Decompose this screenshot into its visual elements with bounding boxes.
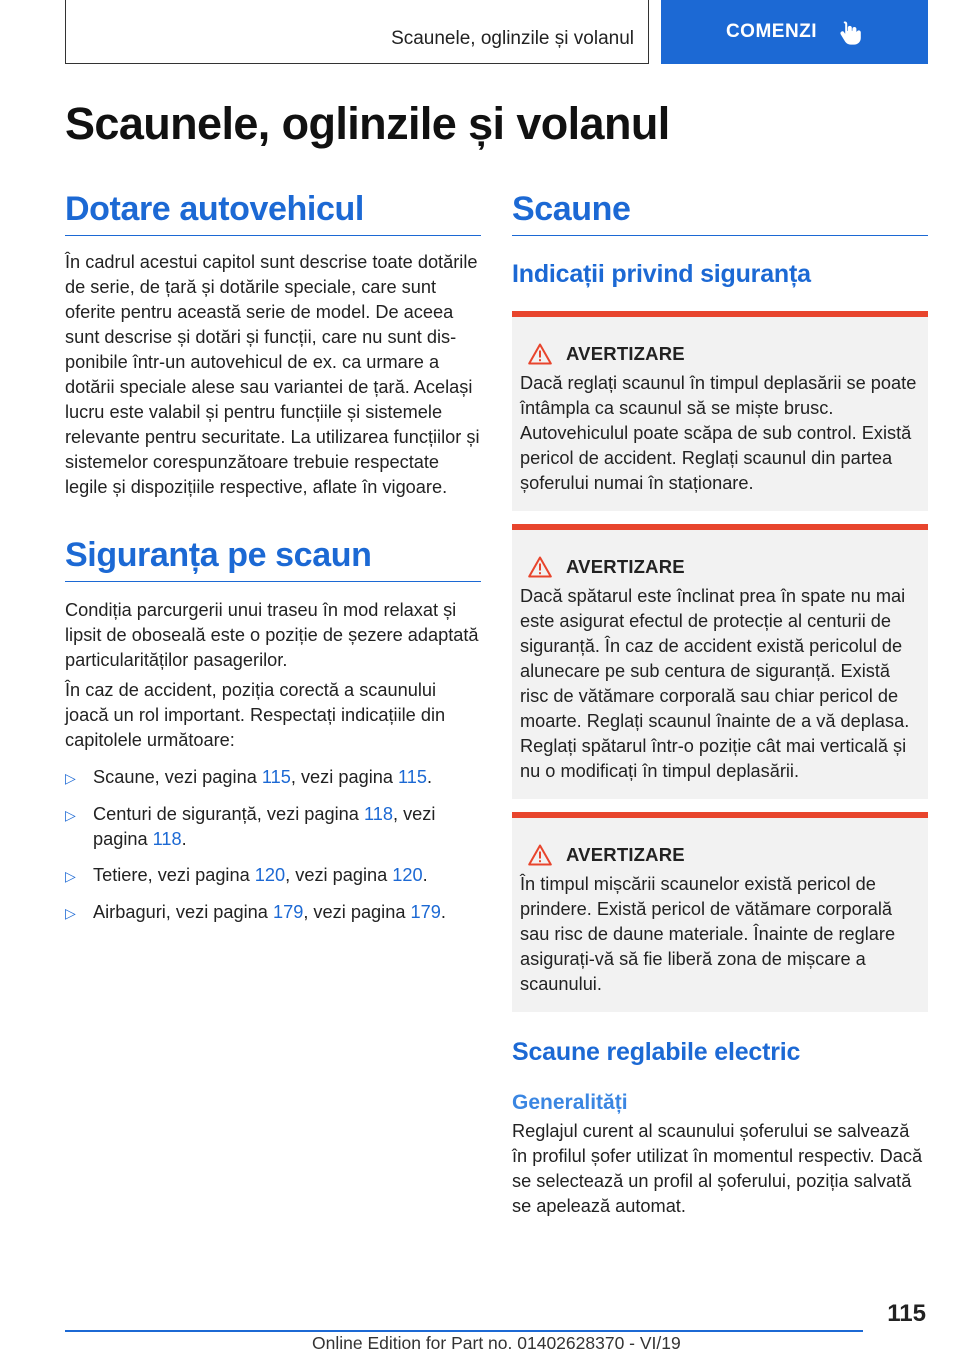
warning-title: AVERTIZARE (566, 343, 685, 364)
warning-text: În timpul mișcării scaunelor există pericol de prindere. Există pericol de vătămare corporală sau risc de daune materiale. Înainte de reglare asigurați-vă să fie liberă zona de mișcare a scaunului. (520, 874, 896, 994)
list-item (65, 863, 481, 889)
dotare-paragraph: În cadrul acestui capitol sunt descrise toate dotările de serie, de țară și dotările speciale, care sunt oferite pentru această serie de model. De aceea sunt descrise și dotări și funcții, care nu sunt disponibile într-un autovehicul de ex. ca urmare a dotării speciale alese sau variantei de țară. Același lucru este valabil și pentru funcțiile și sistemele relevante pentru securitate. La utilizarea funcțiilor și sistemelor corespunzătoare trebuie respectate legile și dispozițiile respective, aflate în vigoare. (65, 252, 480, 497)
warning-box (512, 311, 928, 511)
heading-scaune-reglabile-electric: Scaune reglabile electric (512, 1038, 801, 1066)
footer-edition-text: Online Edition for Part no. 01402628370 - VI/19 (312, 1333, 681, 1353)
triangle-right-icon: ▷ (65, 807, 76, 823)
page-link[interactable]: 118 (152, 829, 182, 849)
chapter-tab-comenzi[interactable] (661, 0, 928, 64)
page-number: 115 (887, 1300, 926, 1327)
list-item-text: Tetiere, vezi pagina 120, vezi pagina 120. (93, 865, 428, 885)
heading-dotare-autovehicul: Dotare autovehicul (65, 190, 481, 236)
list-item-text: Airbaguri, vezi pagina 179, vezi pagina 179. (93, 902, 446, 922)
heading-indicatii-siguranta: Indicații privind siguranța (512, 260, 811, 288)
warning-triangle-icon (528, 556, 552, 578)
reference-list (65, 765, 481, 926)
triangle-right-icon: ▷ (65, 770, 76, 786)
right-column (512, 190, 928, 1219)
triangle-right-icon: ▷ (65, 868, 76, 884)
warning-header (528, 343, 920, 365)
warning-box (512, 524, 928, 799)
list-item-text: Scaune, vezi pagina 115, vezi pagina 115. (93, 767, 433, 787)
warning-text: Dacă reglați scaunul în timpul deplasării se poate întâmpla ca scaunul să se miște brusc. Autovehiculul poate scăpa de sub control. Există pericol de accident. Reglați scaunul din partea șoferului numai în staționare. (520, 373, 917, 493)
warning-header (528, 556, 920, 578)
header-section-title: Scaunele, oglinzile și volanul (391, 28, 634, 49)
page-header (65, 0, 928, 64)
warning-triangle-icon (528, 844, 552, 866)
page-link[interactable]: 120 (392, 865, 423, 885)
warning-title: AVERTIZARE (566, 844, 685, 865)
page-link[interactable]: 179 (272, 902, 304, 922)
list-item (65, 765, 481, 791)
list-item-text: Centuri de siguranță, vezi pagina 118, vezi pagina 118. (93, 804, 436, 849)
heading-scaune: Scaune (512, 190, 928, 236)
page-title: Scaunele, oglinzile și volanul (65, 98, 670, 149)
page-link[interactable]: 120 (254, 865, 286, 885)
siguranta-paragraph-2: În caz de accident, poziția corectă a scaunului joacă un rol important. Respectați indicațiile din capitolele următoare: (65, 680, 446, 750)
page-link[interactable]: 179 (410, 902, 441, 922)
triangle-right-icon: ▷ (65, 905, 76, 921)
heading-generalitati: Generalități (512, 1091, 628, 1114)
chapter-tab-label: COMENZI (725, 21, 818, 42)
header-section-box (65, 0, 649, 64)
heading-siguranta-pe-scaun: Siguranța pe scaun (65, 536, 481, 582)
page-link[interactable]: 115 (398, 767, 428, 787)
page-link[interactable]: 118 (363, 804, 393, 824)
generalitati-paragraph: Reglajul curent al scaunului șoferului se salvează în profilul șofer utilizat în momentul respectiv. Dacă se selectează un profil al șoferului, poziția salvată se apelează automat. (512, 1121, 923, 1216)
warning-title: AVERTIZARE (566, 556, 685, 577)
warning-text: Dacă spătarul este înclinat prea în spate nu mai este asigurat efectul de protecție al centurii de siguranță. În caz de accident există pericolul de alunecare pe sub centura de siguranță. Există risc de vătămare corporală sau chiar pericol de moarte. Reglați scaunul înainte de a vă deplasa. Reglați spătarul într-o poziție cât mai verticală și nu o modificați în timpul deplasării. (520, 586, 910, 781)
siguranta-paragraph-1: Condiția parcurgerii unui traseu în mod relaxat și lipsit de oboseală este o poziție de șezere adaptată particularităților pasagerilor. (65, 600, 479, 670)
warning-box (512, 812, 928, 1012)
warning-triangle-icon (528, 343, 552, 365)
list-item (65, 900, 481, 926)
hand-pointer-icon (835, 18, 863, 46)
list-item (65, 802, 481, 852)
footer-divider (65, 1330, 863, 1332)
warning-header (528, 844, 920, 866)
left-column (65, 190, 481, 937)
page-link[interactable]: 115 (261, 767, 291, 787)
